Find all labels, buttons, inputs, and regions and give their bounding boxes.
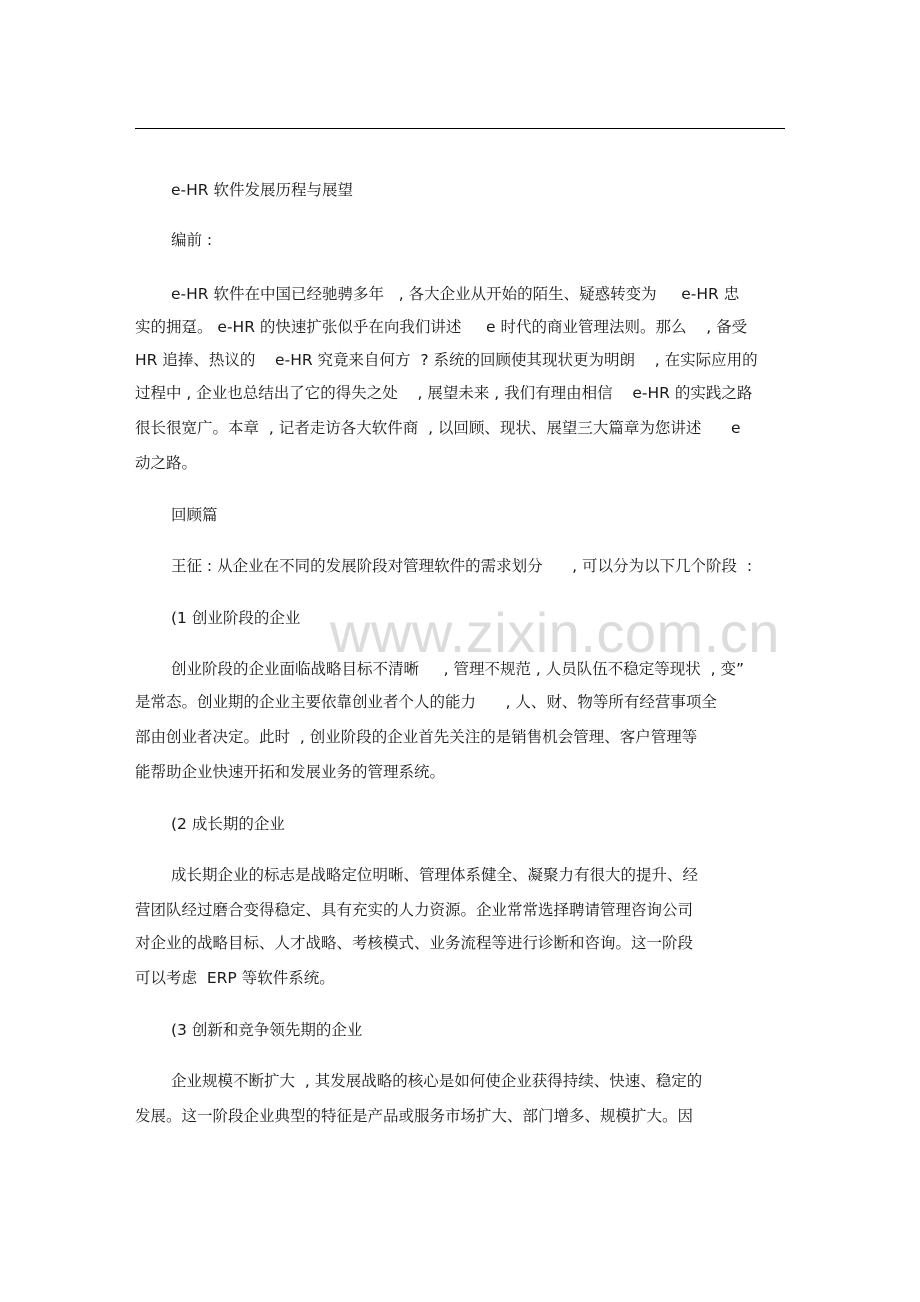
doc-title: e-HR 软件发展历程与展望 bbox=[171, 181, 353, 199]
stage1-line: 创业阶段的企业面临战略目标不清晰 , 管理不规范 , 人员队伍不稳定等现状 , 变” bbox=[171, 660, 745, 678]
stage2-line: 成长期企业的标志是战略定位明晰、管理体系健全、凝聚力有很大的提升、经 bbox=[171, 866, 699, 884]
wang-zheng-paragraph: 王征 : 从企业在不同的发展阶段对管理软件的需求划分 , 可以分为以下几个阶段 : bbox=[171, 557, 753, 575]
review-heading: 回顾篇 bbox=[171, 506, 218, 524]
stage1-line: 是常态。创业期的企业主要依靠创业者个人的能力 , 人、财、物等所有经营事项全 bbox=[135, 693, 717, 711]
intro-line: e-HR 软件在中国已经驰骋多年 , 各大企业从开始的陌生、疑惑转变为 e-HR 忠 bbox=[171, 285, 740, 303]
stage2-line: 营团队经过磨合变得稳定、具有充实的人力资源。企业常常选择聘请管理咨询公司 bbox=[135, 901, 694, 919]
stage1-heading: (1 创业阶段的企业 bbox=[171, 609, 301, 627]
intro-line: 过程中 , 企业也总结出了它的得失之处 , 展望未来 , 我们有理由相信 e-HR 的实践之路 bbox=[135, 384, 753, 402]
stage3-line: 发展。这一阶段企业典型的特征是产品或服务市场扩大、部门增多、规模扩大。因 bbox=[135, 1107, 694, 1125]
preface-label: 编前 : bbox=[171, 231, 213, 249]
stage2-heading: (2 成长期的企业 bbox=[171, 815, 285, 833]
stage3-line: 企业规模不断扩大 , 其发展战略的核心是如何使企业获得持续、快速、稳定的 bbox=[171, 1072, 703, 1090]
header-rule bbox=[135, 128, 785, 129]
intro-line: 实的拥趸。 e-HR 的快速扩张似乎在向我们讲述 e 时代的商业管理法则。那么 , 备受 bbox=[135, 318, 748, 336]
intro-line: HR 追捧、热议的 e-HR 究竟来自何方 ? 系统的回顾使其现状更为明朗 , 在实际应用的 bbox=[135, 351, 758, 369]
stage2-line: 对企业的战略目标、人才战略、考核模式、业务流程等进行诊断和咨询。这一阶段 bbox=[135, 934, 694, 952]
stage1-line: 能帮助企业快速开拓和发展业务的管理系统。 bbox=[135, 763, 446, 781]
watermark: www.zixin.com.cn bbox=[330, 601, 780, 664]
stage3-heading: (3 创新和竞争领先期的企业 bbox=[171, 1021, 363, 1039]
intro-line: 很长很宽广。本章 , 记者走访各大软件商 , 以回顾、现状、展望三大篇章为您讲述 e bbox=[135, 419, 741, 437]
intro-line: 动之路。 bbox=[135, 454, 198, 472]
stage1-line: 部由创业者决定。此时 , 创业阶段的企业首先关注的是销售机会管理、客户管理等 bbox=[135, 728, 698, 746]
stage2-line: 可以考虑 ERP 等软件系统。 bbox=[135, 969, 335, 987]
